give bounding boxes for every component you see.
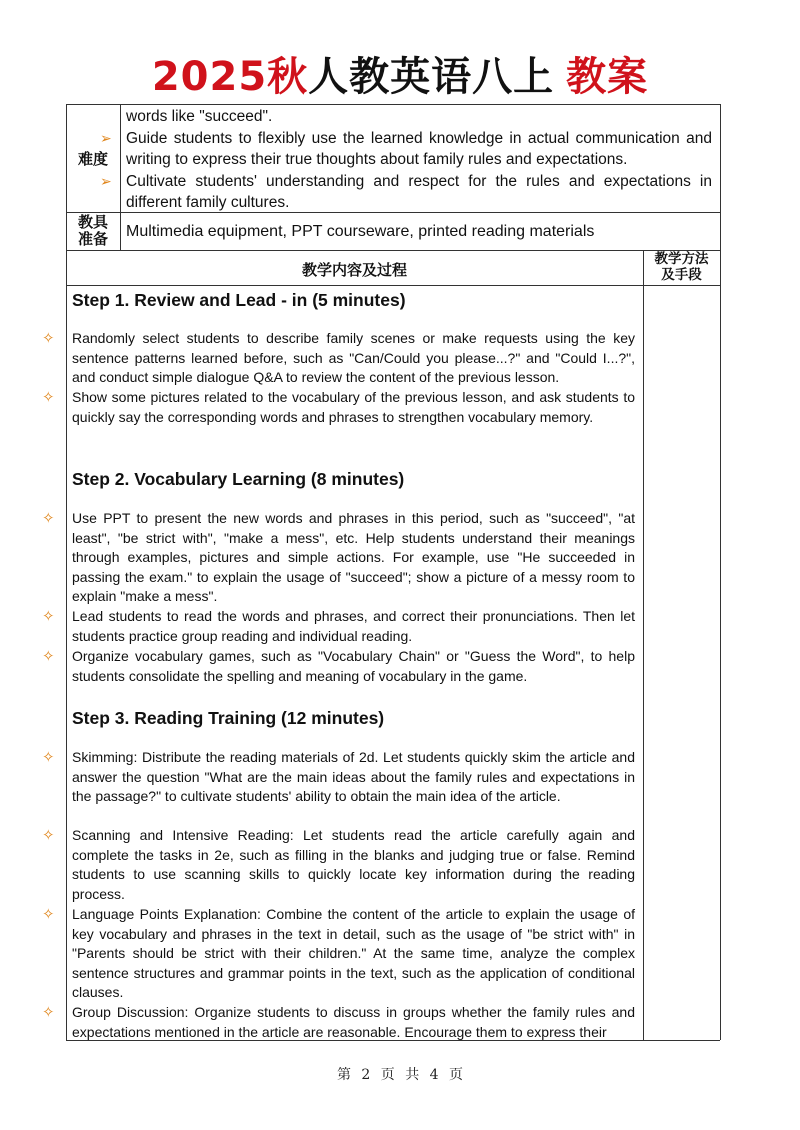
difficulty-line-2: Cultivate students' understanding and respect for the rules and expectations in different family cultures. (126, 172, 712, 211)
step-1-item-2: Show some pictures related to the vocabulary of the previous lesson, and ask students to quickly say the corresponding words and phrases to strengthen vocabulary memory. (72, 389, 635, 425)
diamond-bullet-icon: ✧ (42, 330, 55, 347)
difficulty-label: 难度 (77, 150, 108, 168)
diamond-bullet-icon: ✧ (42, 749, 55, 766)
method-header-line2: 及手段 (661, 267, 702, 283)
diamond-bullet-icon: ✧ (42, 1004, 55, 1021)
step-3-item-1: Skimming: Distribute the reading materials of 2d. Let students quickly skim the article and answer the question "What are the main ideas about the family rules and expectations in the passage?" to cultivate students' ability to obtain the main idea of the article. (72, 749, 635, 805)
step-3-item-4: Group Discussion: Organize students to discuss in groups whether the family rules and expectations mentioned in the article are reasonable. Encourage them to express their (72, 1004, 635, 1040)
step-1-item-1: Randomly select students to describe family scenes or make requests using the key sentence patterns learned before, such as "Can/Could you please...?" and "Could I...?", and conduct simple dialogue Q&A to review the content of the previous lesson. (72, 330, 635, 386)
diamond-bullet-icon: ✧ (42, 389, 55, 406)
step-2-item-3: Organize vocabulary games, such as "Vocabulary Chain" or "Guess the Word", to help students consolidate the spelling and meaning of vocabulary in the game. (72, 648, 635, 684)
page-title (0, 52, 800, 102)
page-footer: 第 2 页 共 4 页 (336, 1067, 464, 1083)
title-suffix: 教案 (566, 54, 649, 100)
step-title: Step 2. Vocabulary Learning (8 minutes) (72, 469, 405, 489)
equipment-label-line1: 教具 (77, 213, 108, 231)
step-3-item-2: Scanning and Intensive Reading: Let students read the article carefully again and complete the tasks in 2e, such as filling in the blanks and judging true or false. Remind students to use scanning skills to quickly locate key information during the reading process. (72, 827, 635, 902)
equipment-text: Multimedia equipment, PPT courseware, printed reading materials (126, 223, 595, 240)
difficulty-line-0: words like "succeed". (126, 108, 273, 125)
step-3-title (72, 706, 635, 730)
step-3-item-3: Language Points Explanation: Combine the content of the article to explain the usage of key vocabulary and phrases in the text in detail, such as the usage of "be strict with" in "Parents should be strict with their children." At the same time, analyze the complex sentence structures and grammar points in the text, such as the application of conditional clauses. (72, 906, 635, 1001)
arrow-bullet-icon: ➢ (100, 129, 112, 146)
diamond-bullet-icon: ✧ (42, 648, 55, 665)
step-2-title (72, 467, 635, 491)
equipment-label-line2: 准备 (77, 230, 108, 248)
equipment-label (66, 214, 120, 248)
step-2-item-1: Use PPT to present the new words and phrases in this period, such as "succeed", "at least", "be strict with", "make a mess", etc. Help students understand their meanings through examples, pictures and simple actions. For example, use "He succeeded in passing the exam." to explain the usage of "succeed"; show a picture of a messy room to explain "make a mess". (72, 510, 635, 605)
diamond-bullet-icon: ✧ (42, 827, 55, 844)
method-header-line1: 教学方法 (654, 251, 709, 267)
content-header: 教学内容及过程 (301, 261, 407, 279)
arrow-bullet-icon: ➢ (100, 172, 112, 189)
difficulty-line-1: Guide students to flexibly use the learned knowledge in actual communication and writing to express their true thoughts about family rules and expectations. (126, 129, 712, 168)
title-season: 秋 (267, 54, 309, 100)
diamond-bullet-icon: ✧ (42, 608, 55, 625)
step-title: Step 1. Review and Lead - in (5 minutes) (72, 290, 406, 310)
title-year: 2025 (151, 54, 268, 100)
diamond-bullet-icon: ✧ (42, 510, 55, 527)
title-main: 人教英语八上 (308, 54, 555, 100)
step-1-title (72, 288, 635, 312)
method-header (643, 251, 720, 283)
step-title: Step 3. Reading Training (12 minutes) (72, 708, 385, 728)
step-2-item-2: Lead students to read the words and phrases, and correct their pronunciations. Then let students practice group reading and individual reading. (72, 608, 635, 644)
diamond-bullet-icon: ✧ (42, 906, 55, 923)
